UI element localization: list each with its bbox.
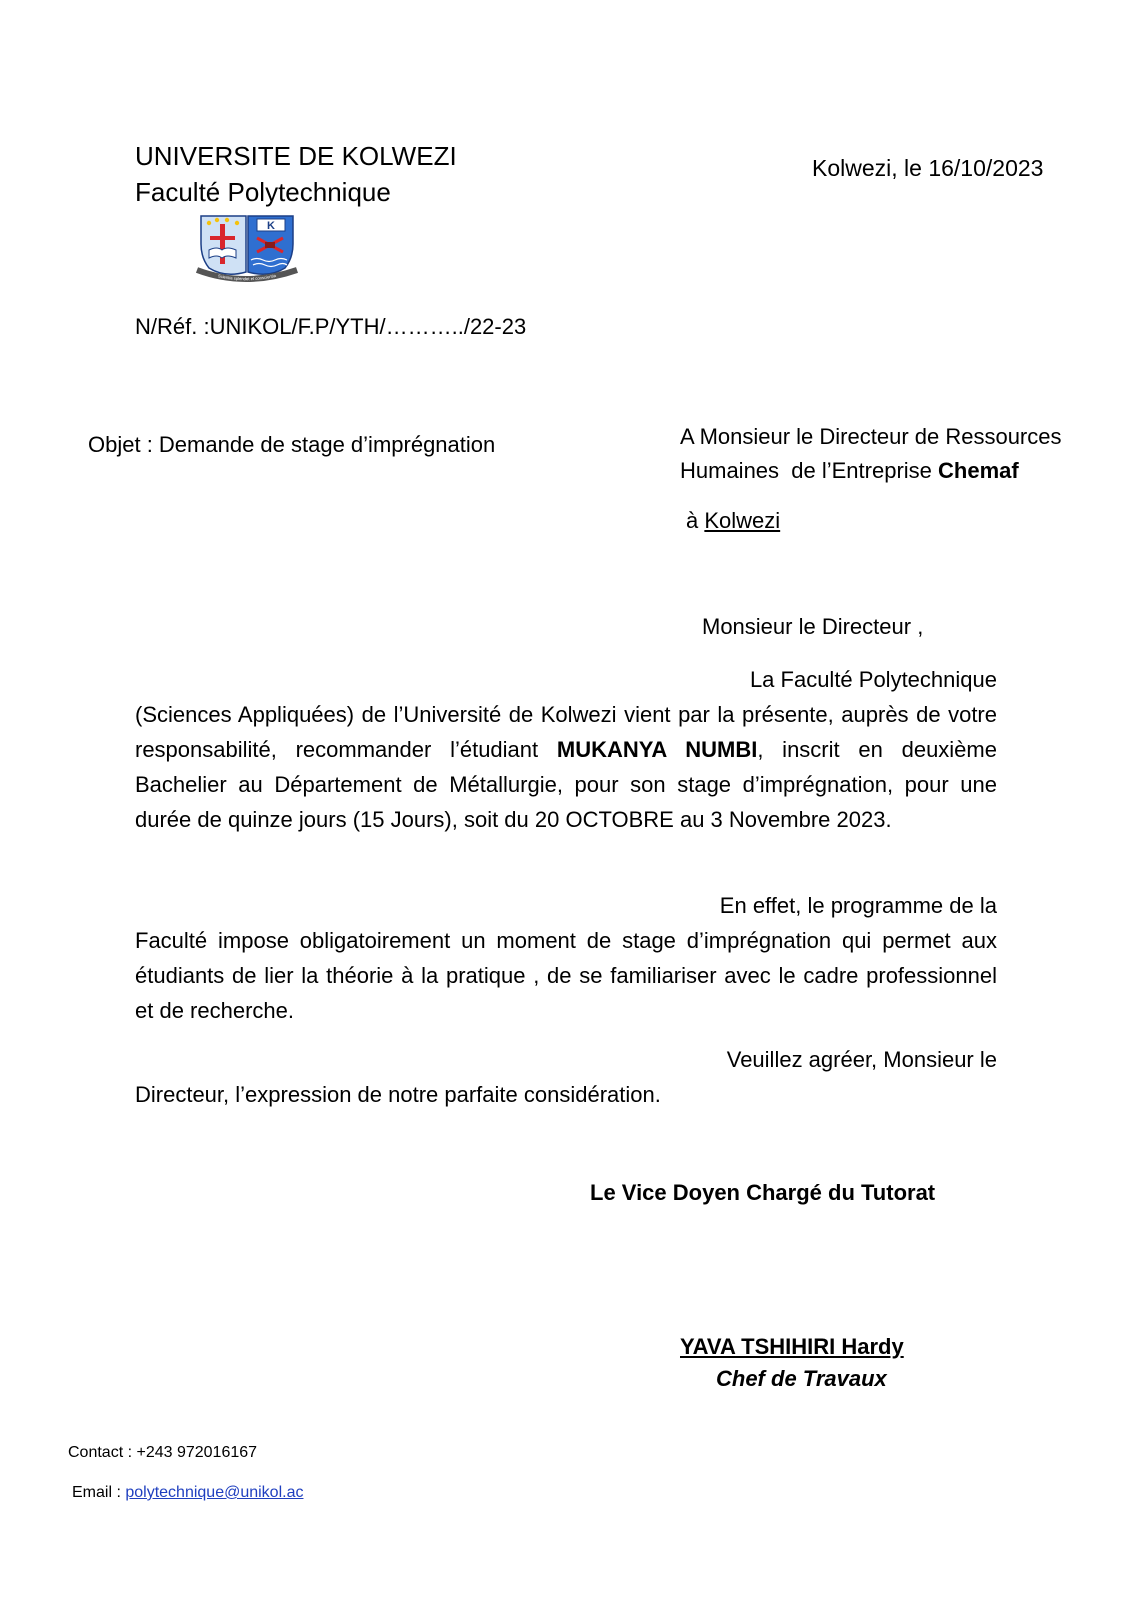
email-label: Email : (72, 1484, 126, 1501)
paragraph-1-text-a: (Sciences Appliquées) de l’Université de Kolwezi vient par la présente, auprès de votre responsabilité, recommander l’étudiant (135, 702, 997, 762)
university-logo (195, 214, 299, 286)
recipient-city-prefix: à (686, 508, 705, 533)
faculty-name: Faculté Polytechnique (135, 177, 391, 207)
university-name: UNIVERSITE DE KOLWEZI (135, 141, 457, 171)
paragraph-3-text: Directeur, l’expression de notre parfaite considération. (135, 1082, 661, 1107)
recipient-line-2-prefix: Humaines de l’Entreprise (680, 458, 939, 483)
body-paragraph-3 (135, 1042, 997, 1112)
recipient-address (680, 420, 1062, 488)
footer-email (72, 1482, 303, 1504)
body-paragraph-2 (135, 888, 997, 1028)
salutation: Monsieur le Directeur , (702, 614, 924, 639)
signer-name: YAVA TSHIHIRI Hardy (680, 1334, 904, 1359)
recipient-company: Chemaf (938, 458, 1019, 483)
footer-contact: Contact : +243 972016167 (68, 1444, 258, 1461)
signer-title: Le Vice Doyen Chargé du Tutorat (590, 1180, 936, 1205)
paragraph-2-text: Faculté impose obligatoirement un moment de stage d’imprégnation qui permet aux étudiants de lier la théorie à la pratique , de se familiariser avec le cadre professionnel et de recherche. (135, 928, 997, 1023)
body-paragraph-1 (135, 662, 997, 837)
signer-role: Chef de Travaux (716, 1366, 887, 1391)
recipient-line-2 (680, 454, 1062, 488)
paragraph-1-text-b: , inscrit en deuxième Bachelier au Département de Métallurgie, pour son stage d’imprégnation, pour une durée de quinze jours (15 Jours), soit du 20 OCTOBRE au 3 Novembre 2023. (135, 737, 997, 832)
student-name: MUKANYA NUMBI (556, 737, 758, 762)
letter-subject: Objet : Demande de stage d’imprégnation (88, 432, 496, 457)
paragraph-1-first-line: La Faculté Polytechnique (749, 667, 997, 692)
logo-letter: K (267, 220, 275, 232)
logo-motto: Scientia splendet et conscientia (217, 272, 277, 282)
recipient-city-line (686, 506, 780, 536)
recipient-city: Kolwezi (704, 508, 781, 533)
place-and-date: Kolwezi, le 16/10/2023 (812, 155, 1044, 181)
paragraph-2-first-line: En effet, le programme de la (719, 893, 997, 918)
reference-number: N/Réf. :UNIKOL/F.P/YTH/………../22-23 (135, 314, 527, 339)
email-link[interactable]: polytechnique@unikol.ac (125, 1484, 304, 1501)
recipient-line-1: A Monsieur le Directeur de Ressources (680, 424, 1062, 449)
paragraph-3-first-line: Veuillez agréer, Monsieur le (726, 1047, 997, 1072)
